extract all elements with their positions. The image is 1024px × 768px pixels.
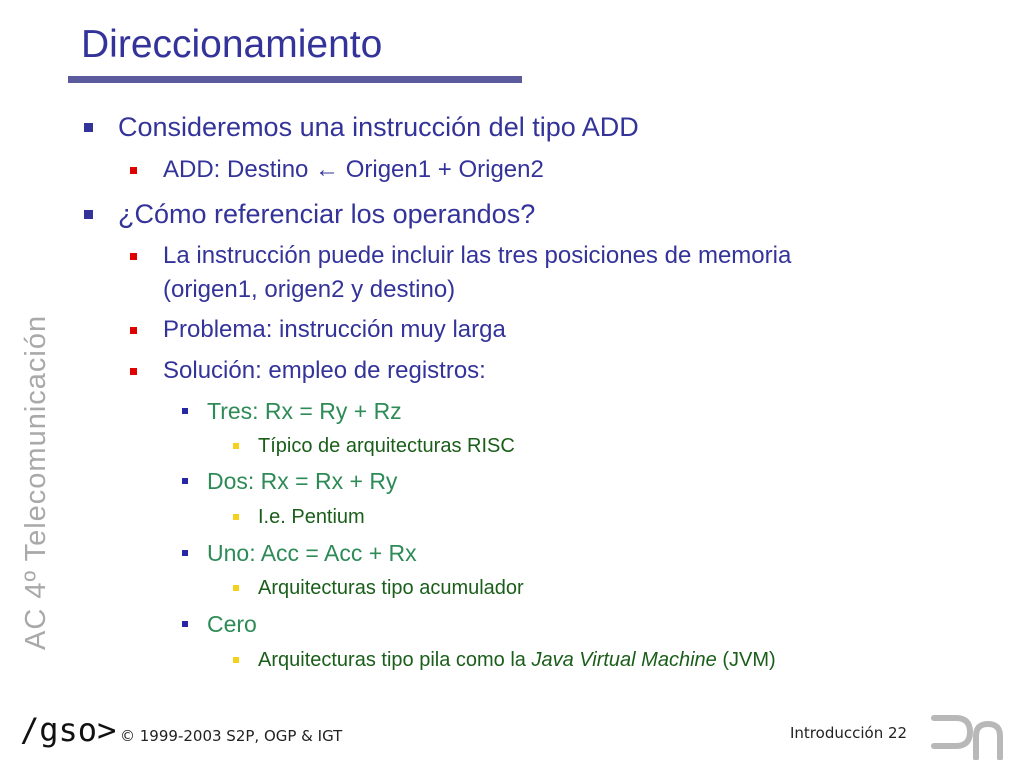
list-item-continuation: (origen1, origen2 y destino) (163, 276, 456, 303)
list-item: ADD: Destino ← Origen1 + Origen2 (163, 155, 544, 185)
square-bullet-icon (182, 478, 188, 484)
square-bullet-icon (233, 514, 239, 520)
list-item: Uno: Acc = Acc + Rx (207, 539, 417, 567)
list-item: Arquitecturas tipo pila como la Java Virtual Machine (JVM) (258, 647, 776, 673)
square-bullet-icon (84, 210, 93, 219)
square-bullet-icon (182, 550, 188, 556)
list-item: Típico de arquitecturas RISC (258, 433, 515, 459)
square-bullet-icon (233, 443, 239, 449)
page-label: Introducción 22 (790, 724, 908, 742)
square-bullet-icon (233, 585, 239, 591)
list-item: Tres: Rx = Ry + Rz (207, 397, 402, 425)
sidebar-course-label: AC 4º Telecomunicación (20, 314, 52, 650)
square-bullet-icon (130, 253, 137, 260)
list-item: Consideremos una instrucción del tipo ADD (118, 111, 639, 143)
gso-logo: /gso> (20, 711, 117, 749)
square-bullet-icon (182, 408, 188, 414)
title-underline (68, 76, 522, 83)
square-bullet-icon (84, 123, 93, 132)
list-item: La instrucción puede incluir las tres posiciones de memoria (163, 241, 791, 271)
square-bullet-icon (130, 167, 137, 174)
copyright-notice: © 1999-2003 S2P, OGP & IGT (120, 727, 343, 745)
slide-title: Direccionamiento (81, 23, 383, 66)
list-item: Dos: Rx = Rx + Ry (207, 467, 397, 495)
list-item: ¿Cómo referenciar los operandos? (118, 198, 535, 230)
list-item: Solución: empleo de registros: (163, 356, 486, 386)
square-bullet-icon (130, 327, 137, 334)
corner-logo-icon (926, 710, 1006, 760)
list-item: Problema: instrucción muy larga (163, 315, 506, 345)
list-item: Arquitecturas tipo acumulador (258, 575, 524, 601)
square-bullet-icon (182, 621, 188, 627)
square-bullet-icon (130, 368, 137, 375)
list-item: Cero (207, 610, 257, 638)
square-bullet-icon (233, 657, 239, 663)
list-item: I.e. Pentium (258, 504, 365, 530)
